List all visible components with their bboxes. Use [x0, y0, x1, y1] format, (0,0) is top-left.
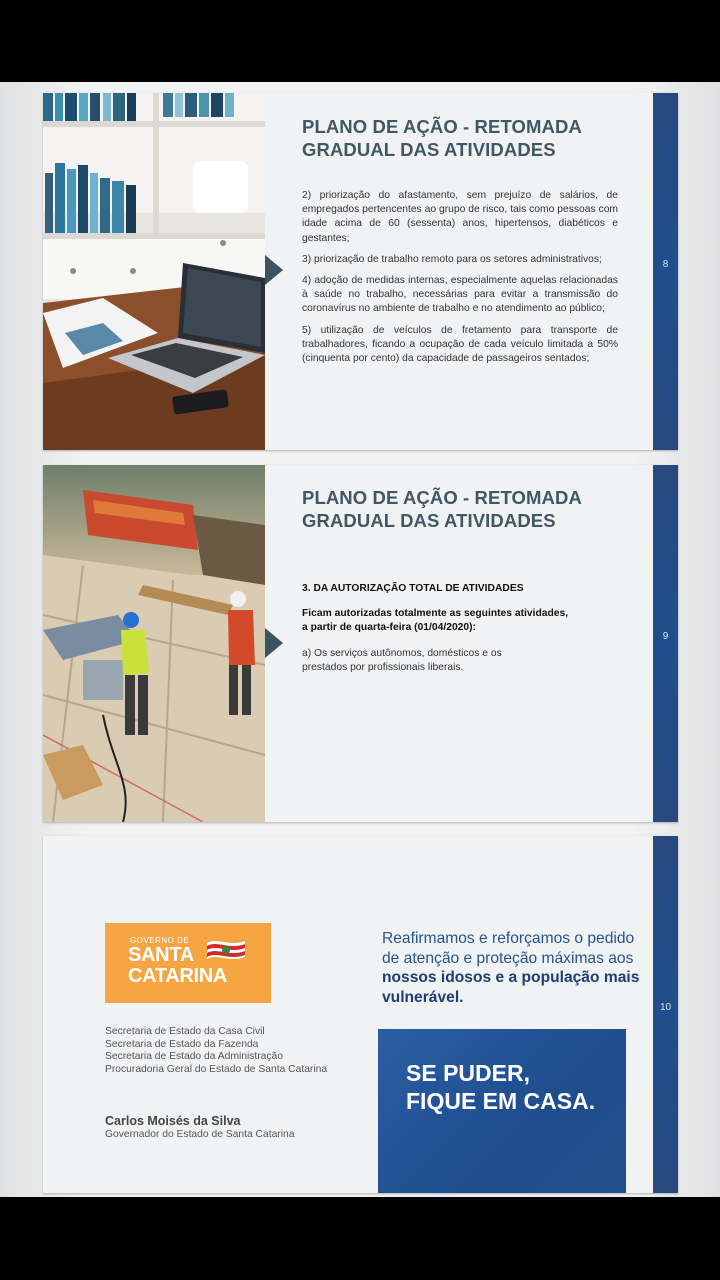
- slide-title: PLANO DE AÇÃO - RETOMADA GRADUAL DAS ATIVIDADES: [302, 116, 582, 160]
- status-bar: [0, 0, 720, 82]
- slide-9: [43, 465, 678, 822]
- list-item: Procuradoria Geral do Estado de Santa Catarina: [105, 1063, 328, 1075]
- secretarias-list: [105, 1026, 335, 1076]
- logo-small-text: GOVERNO DE: [130, 936, 190, 945]
- laptop-desk-photo: [43, 93, 265, 450]
- governo-sc-logo: [105, 923, 271, 1003]
- list-item: a) Os serviços autônomos, domésticos e os prestados por profissionais liberais.: [302, 647, 502, 673]
- list-item: 2) priorização do afastamento, sem prejuízo de salários, de empregados pertencentes ao grupo de risco, tais como pessoas com idade acima de 60 (sessenta) anos, hipertensos, diabéticos e gestantes;: [302, 190, 618, 244]
- section-intro: Ficam autorizadas totalmente as seguintes atividades, a partir de quarta-feira (01/04/2020):: [302, 608, 569, 634]
- logo-line-santa: SANTA: [128, 944, 194, 966]
- logo-line-catarina: CATARINA: [128, 965, 228, 987]
- list-item: 4) adoção de medidas internas, especialmente aquelas relacionadas à saúde no trabalho, necessárias para evitar a transmissão do coronavírus no ambiente de trabalho e no atendimento ao público;: [302, 275, 618, 315]
- slide-body: [302, 189, 618, 373]
- stay-home-text: SE PUDER, FIQUE EM CASA.: [406, 1060, 596, 1114]
- list-item: Secretaria de Estado da Fazenda: [105, 1038, 259, 1050]
- slide-pointer-arrow: [265, 628, 283, 658]
- governor-name: Carlos Moisés da Silva: [105, 1114, 241, 1128]
- navigation-bar: [0, 1197, 720, 1280]
- list-item: Secretaria de Estado da Administração: [105, 1051, 284, 1063]
- message-text: [382, 929, 652, 1007]
- slide-10: [43, 836, 678, 1193]
- logo-main-text: [128, 945, 227, 987]
- slide-8: [43, 93, 678, 450]
- message-plain: Reafirmamos e reforçamos o pedido de atenção e proteção máximas aos: [382, 930, 635, 967]
- list-item: 5) utilização de veículos de fretamento para transporte de trabalhadores, ficando a ocupação de cada veículo limitada a 50% (cinquenta por cento) da capacidade de passageiros sentados;: [302, 324, 618, 365]
- governor-role: Governador do Estado de Santa Catarina: [105, 1129, 295, 1140]
- page-number-rail: [653, 465, 678, 822]
- page-number: 10: [659, 1002, 672, 1013]
- message-bold: nossos idosos e a população mais vulnerável.: [382, 969, 640, 1006]
- page-number: 8: [662, 259, 669, 270]
- page-number-rail: [653, 836, 678, 1193]
- stay-home-banner: [378, 1029, 626, 1193]
- construction-workers-photo: [43, 465, 265, 822]
- slide-title: PLANO DE AÇÃO - RETOMADA GRADUAL DAS ATIVIDADES: [302, 487, 582, 531]
- page-number: 9: [662, 631, 669, 642]
- list-item: Secretaria de Estado da Casa Civil: [105, 1026, 265, 1037]
- section-heading: 3. DA AUTORIZAÇÃO TOTAL DE ATIVIDADES: [302, 583, 524, 594]
- slide-pointer-arrow: [265, 255, 283, 285]
- list-item: 3) priorização de trabalho remoto para os setores administrativos;: [302, 253, 602, 265]
- slide-body: [302, 582, 618, 682]
- page-number-rail: [653, 93, 678, 450]
